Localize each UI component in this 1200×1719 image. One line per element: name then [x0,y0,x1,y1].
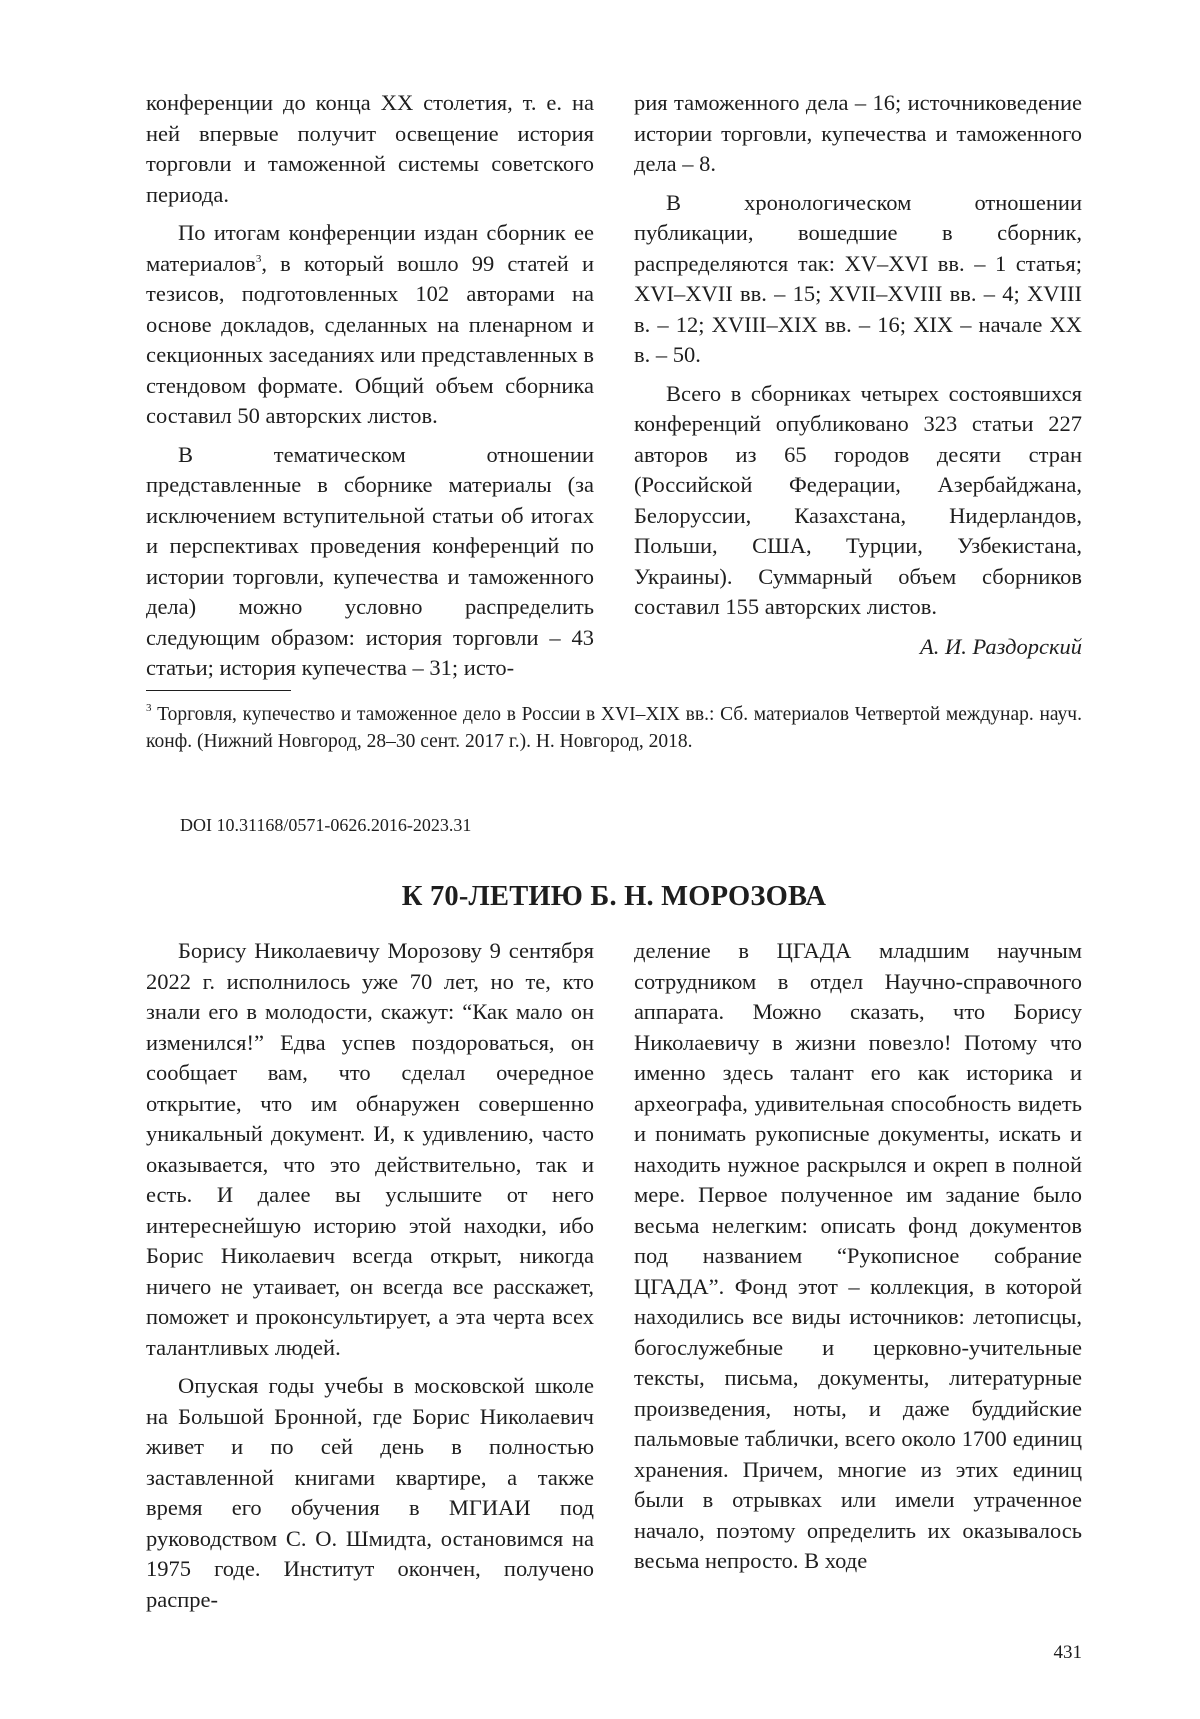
paragraph: рия таможенного дела – 16; источниковедение истории торговли, купечества и таможенного дела – 8. [634,90,1082,176]
top-article-right-column [634,88,1082,623]
paragraph: конференции до конца XX столетия, т. е. на ней впервые получит освещение история торговли и таможенной системы советского периода. [146,90,594,207]
paragraph: Всего в сборниках четырех состоявшихся конференций опубликовано 323 статьи 227 авторов из 65 городов десяти стран (Российской Федерации, Азербайджана, Белоруссии, Казахстана, Нидерландов, Польши, США, Турции, Узбекистана, Украины). Суммарный объем сборников составил 155 авторских листов. [634,380,1082,619]
footnote-text: Торговля, купечество и таможенное дело в России в XVI–XIX вв.: Сб. материалов Четвертой междунар. науч. конф. (Нижний Новгород, 28–30 сент. 2017 г.). Н. Новгород, 2018. [146,704,1082,752]
paragraph: Опуская годы учебы в московской школе на Большой Бронной, где Борис Николаевич живет и по сей день в полностью заставленной книгами квартире, а также время его обучения в МГИАИ под руководством С. О. Шмидта, остановимся на 1975 годе. Институт окончен, получено распре- [146,1373,594,1612]
paragraph [146,218,594,432]
paragraph: В тематическом отношении представленные в сборнике материалы (за исключением вступительной статьи об итогах и перспективах проведения конференций по истории торговли, купечества и таможенного дела) можно условно распределить следующим образом: история торговли – 43 статьи; история купечества – 31; исто- [146,441,594,680]
footnote-divider [146,690,291,691]
paragraph: Борису Николаевичу Морозову 9 сентября 2022 г. исполнилось уже 70 лет, но те, кто знали его в молодости, скажут: “Как мало он изменился!” Едва успев поздороваться, он сообщает вам, что сделал очередное открытие, что им обнаружен совершенно уникальный документ. И, к удивлению, часто оказывается, что это действительно, так и есть. И далее вы услышите от него интереснейшую историю этой находки, ибо Борис Николаевич всегда открыт, никогда ничего не утаивает, он всегда все расскажет, поможет и проконсультирует, а эта черта всех талантливых людей. [146,938,594,1360]
footnote [146,701,1082,755]
footnote-reference[interactable]: 3 [255,252,262,265]
article-title: К 70-ЛЕТИЮ Б. Н. МОРОЗОВА [401,881,827,912]
paragraph-text: , в который вошло 99 статей и тезисов, подготовленных 102 авторами на основе докладов, сделанных на пленарном и секционных заседаниях или представленных в стендовом формате. Общий объем сборника составил 50 авторских листов. [146,250,594,428]
top-article-left-column [146,88,594,684]
bottom-article-right-column [634,936,1082,1577]
paragraph: В хронологическом отношении публикации, вошедшие в сборник, распределяются так: XV–XVI вв. – 1 статья; XVI–XVII вв. – 15; XVII–XVIII вв. – 4; XVIII в. – 12; XVIII–XIX вв. – 16; XIX – начале XX в. – 50. [634,189,1082,367]
article-author-signature: А. И. Раздорский [919,634,1082,659]
page-number: 431 [1053,1642,1082,1663]
bottom-article-left-column [146,936,594,1615]
paragraph-text: По итогам конференции издан сборник ее материалов [146,220,594,276]
footnote-marker: 3 [146,702,152,714]
doi-identifier[interactable]: DOI 10.31168/0571-0626.2016-2023.31 [180,815,472,835]
paragraph: деление в ЦГАДА младшим научным сотрудником в отдел Научно-справочного аппарата. Можно сказать, что Борису Николаевичу в жизни повезло! Потому что именно здесь талант его как историка и археографа, удивительная способность видеть и понимать рукописные документы, искать и находить нужное раскрылся и окреп в полной мере. Первое полученное им задание было весьма нелегким: описать фонд документов под названием “Рукописное собрание ЦГАДА”. Фонд этот – коллекция, в которой находились все виды источников: летописцы, богослужебные и церковно-учительные тексты, письма, документы, литературные произведения, ноты, и даже буддийские пальмовые таблички, всего около 1700 единиц хранения. Причем, многие из этих единиц были в отрывках или имели утраченное начало, поэтому определить их оказывалось весьма непросто. В ходе [634,938,1082,1573]
